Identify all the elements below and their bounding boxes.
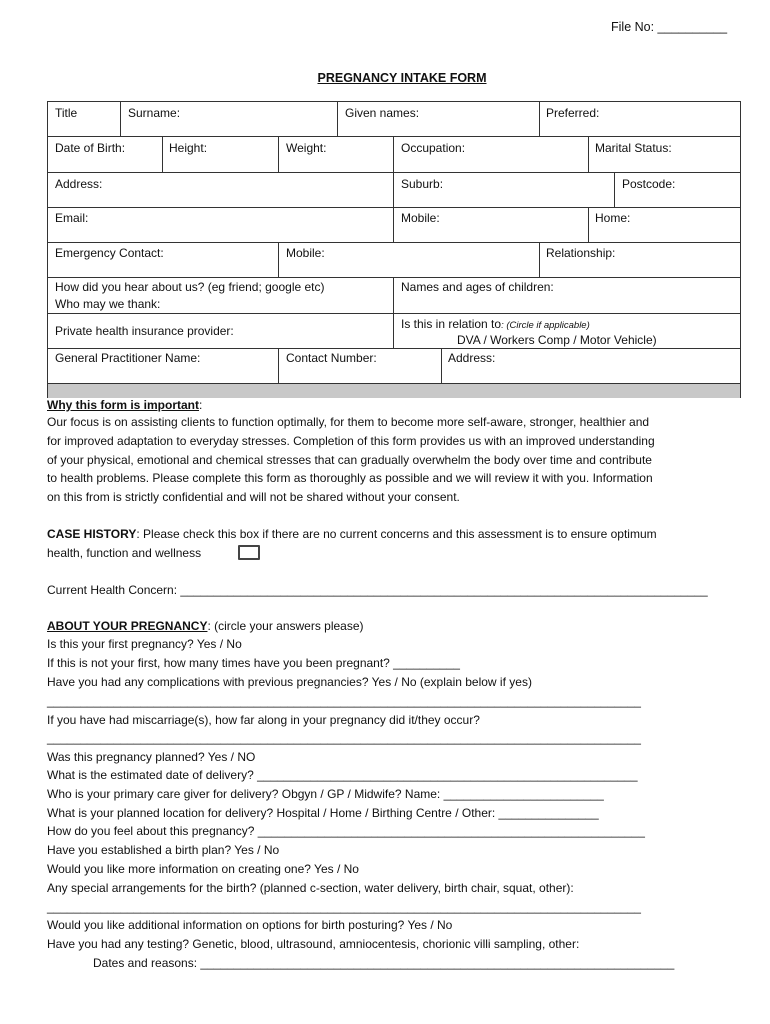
email-field[interactable]: Email: <box>55 211 89 225</box>
pregnancy-heading: ABOUT YOUR PREGNANCY <box>47 619 208 633</box>
why-line: to health problems. Please complete this form as thoroughly as possible and we will review it with you. Information <box>47 471 653 485</box>
special-arrangements-answer-line[interactable]: _________________________________________________________________________________________ <box>47 900 641 914</box>
col-divider <box>539 242 540 277</box>
no-concerns-checkbox[interactable] <box>238 545 260 560</box>
case-history-line2: health, function and wellness <box>47 546 202 560</box>
row-divider <box>48 242 740 243</box>
col-divider <box>337 102 338 136</box>
occupation-field[interactable]: Occupation: <box>401 141 466 155</box>
title-field[interactable]: Title <box>55 106 78 120</box>
pregnancy-heading-note: : (circle your answers please) <box>207 619 364 633</box>
referral-thanks-label: Who may we thank: <box>55 297 161 311</box>
given-names-field[interactable]: Given names: <box>345 106 420 120</box>
planned-question[interactable]: Was this pregnancy planned? Yes / NO <box>47 750 256 764</box>
mobile-field[interactable]: Mobile: <box>401 211 440 225</box>
birth-posturing-question[interactable]: Would you like additional information on options for birth posturing? Yes / No <box>47 918 453 932</box>
file-number: File No: __________ <box>611 20 728 34</box>
pregnancy-count-question[interactable]: If this is not your first, how many times have you been pregnant? __________ <box>47 656 460 670</box>
current-health-concern-field[interactable]: Current Health Concern: _______________________________________________________________________________ <box>47 583 708 597</box>
relation-note: : (Circle if applicable) <box>501 320 590 331</box>
feelings-question[interactable]: How do you feel about this pregnancy? __________________________________________________________ <box>47 824 645 838</box>
row-divider <box>48 277 740 278</box>
row-divider <box>48 172 740 173</box>
why-heading-colon: : <box>199 398 203 412</box>
col-divider <box>588 207 589 242</box>
contact-number-field[interactable]: Contact Number: <box>286 351 377 365</box>
testing-dates-field[interactable]: Dates and reasons: _______________________________________________________________________ <box>93 956 675 970</box>
delivery-date-question[interactable]: What is the estimated date of delivery? _________________________________________________________ <box>47 768 638 782</box>
emergency-contact-field[interactable]: Emergency Contact: <box>55 246 164 260</box>
insurance-provider-field[interactable]: Private health insurance provider: <box>55 324 234 338</box>
preferred-name-field[interactable]: Preferred: <box>546 106 600 120</box>
postcode-field[interactable]: Postcode: <box>622 177 676 191</box>
col-divider <box>162 136 163 172</box>
case-history-heading: CASE HISTORY <box>47 527 137 541</box>
col-divider <box>393 136 394 172</box>
form-title: PREGNANCY INTAKE FORM <box>317 71 487 85</box>
col-divider <box>393 277 394 348</box>
miscarriage-question: If you have had miscarriage(s), how far along in your pregnancy did it/they occur? <box>47 713 480 727</box>
gp-address-field[interactable]: Address: <box>448 351 496 365</box>
col-divider <box>393 172 394 207</box>
col-divider <box>588 136 589 172</box>
row-divider <box>48 136 740 137</box>
children-field[interactable]: Names and ages of children: <box>401 280 554 294</box>
emergency-mobile-field[interactable]: Mobile: <box>286 246 325 260</box>
col-divider <box>393 207 394 242</box>
col-divider <box>614 172 615 207</box>
case-history-line <box>47 525 657 544</box>
why-line: for improved adaptation to everyday stresses. Completion of this form provides us with an improved understanding <box>47 434 655 448</box>
why-line: on this from is strictly confidential and will not be shared without your consent. <box>47 490 460 504</box>
gp-name-field[interactable]: General Practitioner Name: <box>55 351 201 365</box>
why-line: Our focus is on assisting clients to function optimally, for them to become more self-aware, stronger, healthier and <box>47 415 650 429</box>
first-pregnancy-question[interactable]: Is this your first pregnancy? Yes / No <box>47 637 242 651</box>
address-field[interactable]: Address: <box>55 177 103 191</box>
testing-question: Have you had any testing? Genetic, blood, ultrasound, amniocentesis, chorionic villi sampling, other: <box>47 937 580 951</box>
home-phone-field[interactable]: Home: <box>595 211 631 225</box>
col-divider <box>539 102 540 136</box>
row-divider <box>48 313 740 314</box>
complications-question[interactable]: Have you had any complications with previous pregnancies? Yes / No (explain below if yes) <box>47 675 532 689</box>
why-heading-text: Why this form is important <box>47 398 200 412</box>
weight-field[interactable]: Weight: <box>286 141 327 155</box>
birth-plan-info-question[interactable]: Would you like more information on creating one? Yes / No <box>47 862 359 876</box>
pregnancy-heading-line <box>47 617 364 636</box>
why-line: of your physical, emotional and chemical stresses that can gradually overwhelm the body over time and contribute <box>47 453 652 467</box>
miscarriage-answer-line[interactable]: _________________________________________________________________________________________ <box>47 731 641 745</box>
marital-status-field[interactable]: Marital Status: <box>595 141 672 155</box>
height-field[interactable]: Height: <box>169 141 208 155</box>
col-divider <box>120 102 121 136</box>
case-history-text: : Please check this box if there are no current concerns and this assessment is to ensure optimum <box>136 527 657 541</box>
suburb-field[interactable]: Suburb: <box>401 177 444 191</box>
complications-answer-line[interactable]: _________________________________________________________________________________________ <box>47 694 641 708</box>
relationship-field[interactable]: Relationship: <box>546 246 616 260</box>
care-giver-question[interactable]: Who is your primary care giver for delivery? Obgyn / GP / Midwife? Name: ________________________ <box>47 787 604 801</box>
col-divider <box>278 136 279 172</box>
special-arrangements-question: Any special arrangements for the birth? (planned c-section, water delivery, birth chair, squat, other): <box>47 881 574 895</box>
col-divider <box>278 348 279 383</box>
birth-plan-question[interactable]: Have you established a birth plan? Yes / No <box>47 843 280 857</box>
referral-source-field[interactable]: How did you hear about us? (eg friend; google etc) <box>55 280 325 294</box>
intake-form-grid <box>47 101 741 398</box>
row-divider <box>48 348 740 349</box>
relation-options[interactable]: DVA / Workers Comp / Motor Vehicle) <box>457 333 657 347</box>
col-divider <box>441 348 442 383</box>
relation-label-text: Is this in relation to <box>401 317 502 331</box>
delivery-location-question[interactable]: What is your planned location for delivery? Hospital / Home / Birthing Centre / Other: _______________ <box>47 806 599 820</box>
date-of-birth-field[interactable]: Date of Birth: <box>55 141 126 155</box>
row-divider <box>48 207 740 208</box>
col-divider <box>278 242 279 277</box>
surname-field[interactable]: Surname: <box>128 106 181 120</box>
